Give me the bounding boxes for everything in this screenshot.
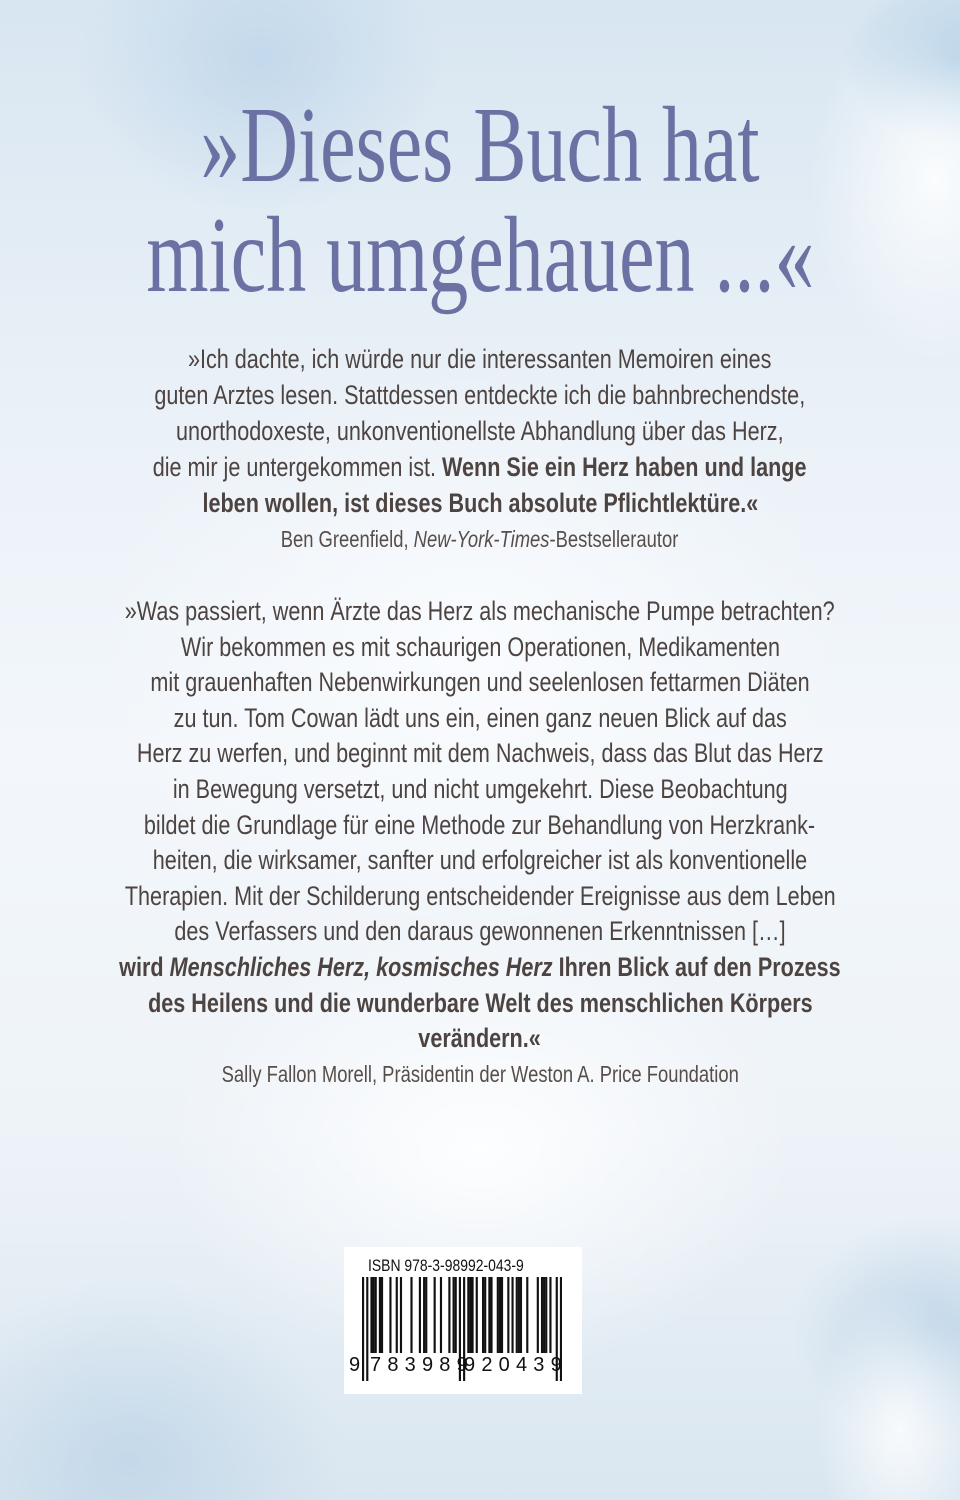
quote-line	[0, 598, 960, 625]
quote-attribution	[0, 528, 960, 551]
quote-line	[0, 954, 960, 981]
quote-text: Herz zu werfen, und beginnt mit dem Nachweis, dass das Blut das Herz	[136, 738, 824, 769]
quote-text: »Was passiert, wenn Ärzte das Herz als mechanische Pumpe betrachten?	[125, 596, 835, 626]
quote-line-text	[137, 740, 824, 767]
quote-line	[0, 740, 960, 767]
quote-text: die mir je untergekommen ist.	[153, 452, 443, 482]
quote-line-text	[202, 490, 758, 517]
quote-line	[0, 847, 960, 874]
headline-line-2	[0, 196, 960, 315]
quote-line-text	[419, 1025, 541, 1052]
quote-line-text	[174, 918, 785, 945]
quote-line-text	[155, 382, 806, 409]
quote-line	[0, 631, 960, 662]
quote-line-text	[188, 346, 772, 373]
quote-text: Therapien. Mit der Schilderung entscheidender Ereignisse aus dem Leben	[124, 880, 836, 911]
quote-line	[0, 880, 960, 911]
quote-text: zu tun. Tom Cowan lädt uns ein, einen ganz neuen Blick auf das	[173, 702, 787, 733]
quote-text: bildet die Grundlage für eine Methode zur Behandlung von Herzkrank-	[144, 809, 816, 840]
quote-line	[0, 418, 960, 445]
quote-line-text	[153, 847, 807, 874]
barcode-first-digit: 9	[349, 1354, 361, 1376]
headline-text-1: »Dieses Buch hat	[200, 86, 760, 205]
barcode-left-digits: 783989	[370, 1354, 474, 1376]
quote-text: guten Arztes lesen. Stattdessen entdeckte ich die bahnbrechendste,	[154, 380, 806, 410]
quote-emphasis: Wenn Sie ein Herz haben und lange	[442, 452, 807, 482]
quote-emphasis: verändern.«	[418, 1023, 542, 1054]
quote-line-text	[173, 702, 787, 733]
quote-line-text	[153, 454, 807, 481]
quote-line-text	[150, 669, 809, 696]
quote-text: mit grauenhaften Nebenwirkungen und seelenlosen fettarmen Diäten	[150, 667, 810, 698]
quote-emphasis: des Heilens und die wunderbare Welt des menschlichen Körpers	[147, 987, 813, 1018]
quote-emphasis: leben wollen, ist dieses Buch absolute Pflichtlektüre.«	[202, 488, 758, 518]
quote-line-text	[125, 598, 835, 625]
quote-line	[0, 987, 960, 1018]
headline-line-1	[0, 86, 960, 205]
isbn-label-text: ISBN 978-3-98992-043-9	[368, 1256, 524, 1275]
quote-line	[0, 809, 960, 840]
quote-line-text	[119, 954, 840, 981]
quote-line-text	[147, 987, 813, 1018]
attribution-publication: New-York-Times	[414, 526, 550, 552]
quote-line	[0, 1025, 960, 1052]
quote-line	[0, 918, 960, 945]
quote-line	[0, 669, 960, 696]
quote-text: unorthodoxeste, unkonventionellste Abhandlung über das Herz,	[176, 416, 784, 446]
headline-text-2: mich umgehauen ...«	[145, 196, 815, 315]
attribution-name: Ben Greenfield,	[281, 526, 415, 552]
quote-line-text	[180, 631, 780, 662]
attribution-role: -Bestsellerautor	[549, 526, 679, 552]
quote-line-text	[144, 809, 816, 840]
quote-text: heiten, die wirksamer, sanfter und erfolgreicher ist als konventionelle	[152, 845, 808, 876]
quote-line	[0, 776, 960, 803]
quote-attribution	[0, 1063, 960, 1086]
attribution-text	[281, 528, 679, 551]
quote-text: in Bewegung versetzt, und nicht umgekehrt. Diese Beobachtung	[172, 774, 788, 804]
quote-emphasis: wird	[119, 952, 170, 982]
quote-emphasis: Menschliches Herz, kosmisches Herz	[169, 952, 553, 982]
isbn-label	[368, 1256, 578, 1276]
quote-line	[0, 490, 960, 517]
barcode-right-digits: 920439	[464, 1354, 568, 1376]
isbn-barcode	[344, 1247, 582, 1394]
quote-text: des Verfassers und den daraus gewonnenen Erkenntnissen […]	[174, 916, 786, 947]
quote-emphasis: Ihren Blick auf den Prozess	[552, 952, 841, 982]
quote-text: Wir bekommen es mit schaurigen Operationen, Medikamenten	[180, 631, 780, 662]
quote-line	[0, 382, 960, 409]
quote-line	[0, 346, 960, 373]
attribution-text: Sally Fallon Morell, Präsidentin der Weston A. Price Foundation	[221, 1061, 739, 1087]
quote-text: »Ich dachte, ich würde nur die interessanten Memoiren eines	[188, 344, 772, 374]
quote-line-text	[176, 418, 784, 445]
quote-line-text	[173, 776, 788, 803]
quote-line	[0, 454, 960, 481]
quote-line-text	[124, 880, 836, 911]
quote-line	[0, 702, 960, 733]
